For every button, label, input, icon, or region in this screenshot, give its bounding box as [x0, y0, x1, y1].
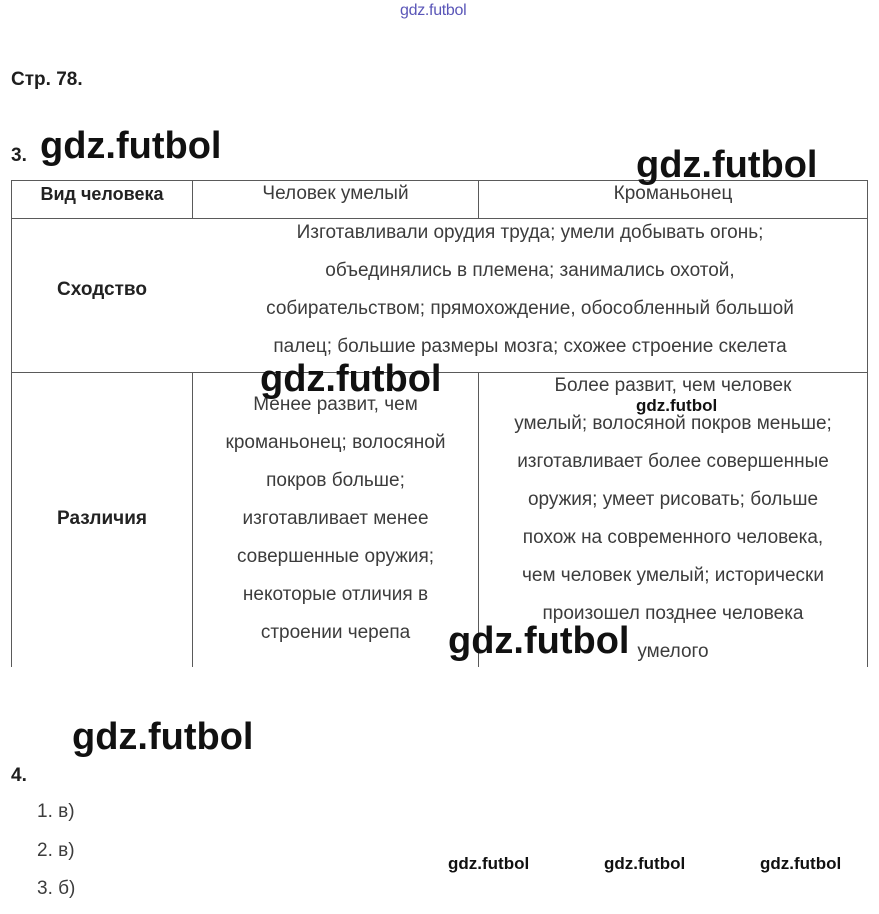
differences-label: Различия	[57, 508, 147, 529]
answer-item: 3. б)	[37, 878, 76, 899]
watermark: gdz.futbol	[636, 144, 818, 186]
habilis-line: кроманьонец; волосяной	[225, 432, 446, 453]
header-homo-habilis: Человек умелый	[262, 183, 409, 204]
cromagnon-line: умелый; волосяной покров меньше;	[514, 413, 832, 434]
watermark: gdz.futbol	[40, 125, 222, 167]
similarity-label: Сходство	[57, 279, 147, 300]
cromagnon-line: произошел позднее человека	[542, 603, 804, 624]
answer-item: 1. в)	[37, 801, 75, 822]
answer-item: 2. в)	[37, 840, 75, 861]
watermark: gdz.futbol	[604, 854, 686, 873]
cromagnon-line: похож на современного человека,	[522, 527, 824, 548]
watermark: gdz.futbol	[448, 620, 630, 662]
cromagnon-line: Более развит, чем человек	[554, 375, 792, 396]
cromagnon-line: изготавливает более совершенные	[517, 451, 829, 472]
header-species: Вид человека	[40, 184, 164, 204]
cromagnon-line: чем человек умелый; исторически	[522, 565, 824, 586]
watermark: gdz.futbol	[760, 854, 842, 873]
habilis-line: Менее развит, чем	[253, 394, 418, 415]
watermark: gdz.futbol	[72, 716, 254, 758]
habilis-line: покров больше;	[266, 470, 405, 491]
habilis-line: некоторые отличия в	[242, 584, 429, 605]
watermark: gdz.futbol	[636, 396, 718, 415]
habilis-line: совершенные оружия;	[236, 546, 435, 567]
exercise-4-number: 4.	[11, 765, 27, 786]
similarity-line: Изготавливали орудия труда; умели добывать огонь;	[296, 222, 764, 243]
exercise-3-number: 3.	[11, 145, 27, 166]
header-cro-magnon: Кроманьонец	[613, 183, 733, 204]
cromagnon-line: оружия; умеет рисовать; больше	[527, 489, 819, 510]
similarity-line: собирательством; прямохождение, обособленный большой	[266, 298, 794, 319]
similarity-line: объединялись в племена; занимались охотой,	[325, 260, 735, 281]
watermark-top: gdz.futbol	[400, 2, 467, 19]
habilis-line: изготавливает менее	[242, 508, 429, 529]
habilis-line: строении черепа	[260, 622, 411, 643]
watermark: gdz.futbol	[260, 358, 442, 400]
watermark: gdz.futbol	[448, 854, 530, 873]
similarity-line: палец; большие размеры мозга; схожее строение скелета	[273, 336, 787, 357]
cromagnon-line: умелого	[637, 641, 709, 662]
page-reference: Стр. 78.	[11, 69, 83, 90]
